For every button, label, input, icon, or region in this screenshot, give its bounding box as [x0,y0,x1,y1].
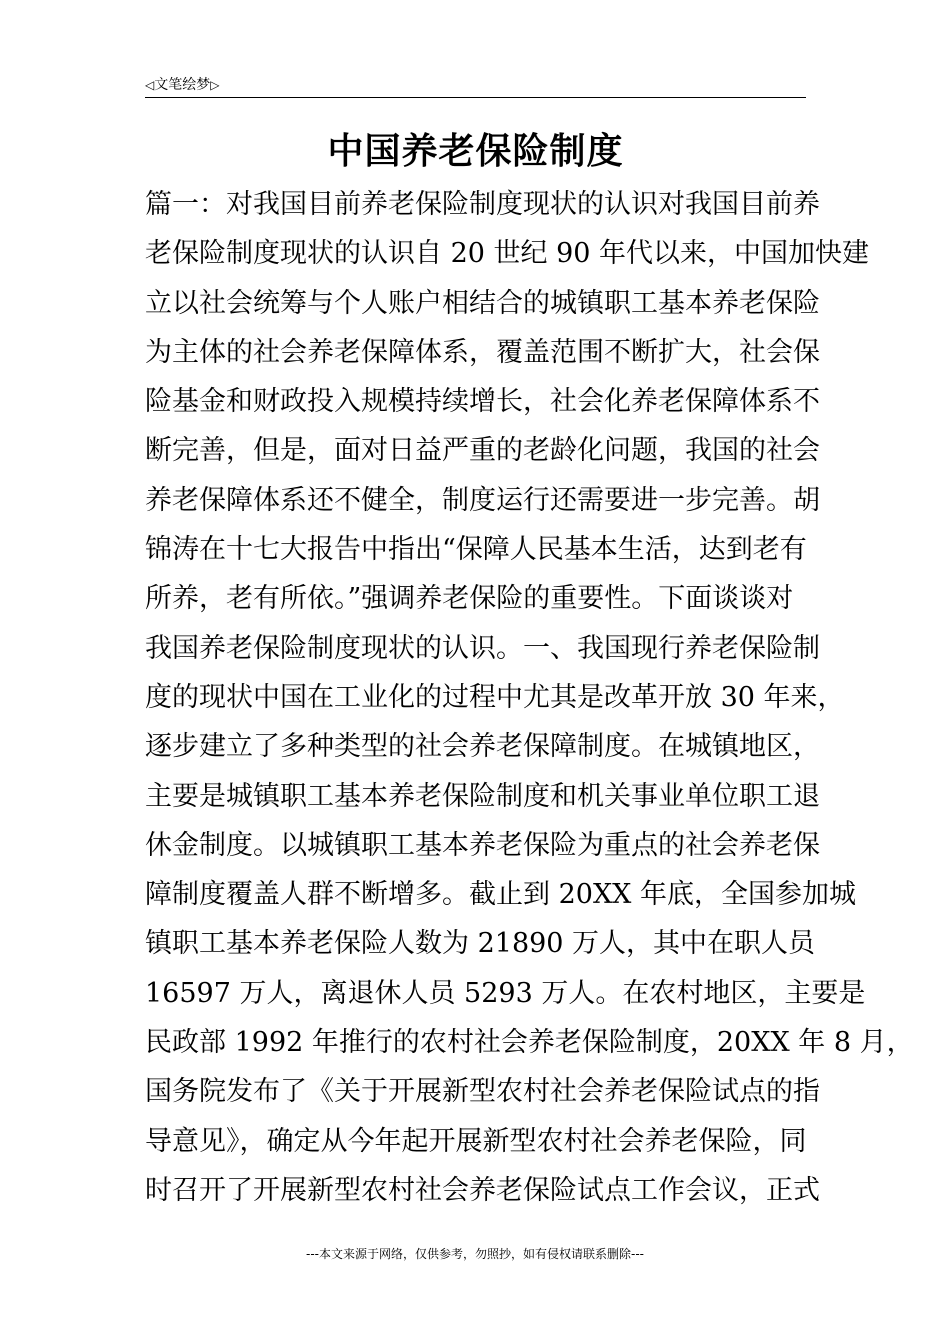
header-divider [145,97,806,98]
body-line: 障制度覆盖人群不断增多。截止到 20XX 年底，全国参加城 [145,879,856,911]
body-line: 断完善，但是，面对日益严重的老龄化问题，我国的社会 [145,435,820,467]
document-title: 中国养老保险制度 [327,131,624,172]
body-line: 篇一：对我国目前养老保险制度现状的认识对我国目前养 [145,189,820,220]
body-line: 休金制度。以城镇职工基本养老保险为重点的社会养老保 [145,829,820,861]
body-line: 民政部 1992 年推行的农村社会养老保险制度，20XX 年 8 月， [145,1027,914,1059]
body-line: 险基金和财政投入规模持续增长，社会化养老保障体系不 [145,386,820,418]
body-line: 所养，老有所依。”强调养老保险的重要性。下面谈谈对 [145,583,794,615]
body-line: 16597 万人，离退休人员 5293 万人。在农村地区，主要是 [145,977,866,1009]
body-line: 为主体的社会养老保障体系，覆盖范围不断扩大，社会保 [145,336,820,368]
document-body [145,180,914,1215]
page-header [145,76,219,94]
body-line: 养老保障体系还不健全，制度运行还需要进一步完善。胡 [145,484,820,516]
body-line: 时召开了开展新型农村社会养老保险试点工作会议，正式 [145,1174,820,1206]
body-line: 主要是城镇职工基本养老保险制度和机关事业单位职工退 [145,780,820,812]
body-line: 我国养老保险制度现状的认识。一、我国现行养老保险制 [145,632,820,664]
right-triangle-icon: ▷ [210,78,220,92]
body-line: 老保险制度现状的认识自 20 世纪 90 年代以来，中国加快建 [145,238,870,270]
body-line: 度的现状中国在工业化的过程中尤其是改革开放 30 年来， [145,681,845,713]
body-line: 导意见》，确定从今年起开展新型农村社会养老保险，同 [145,1125,807,1157]
header-text: 文笔绘梦 [154,77,211,93]
body-line: 逐步建立了多种类型的社会养老保障制度。在城镇地区， [145,731,820,763]
left-triangle-icon: ◁ [145,78,155,92]
body-line: 镇职工基本养老保险人数为 21890 万人，其中在职人员 [145,928,816,960]
page-footer: ---本文来源于网络，仅供参考，勿照抄，如有侵权请联系删除--- [306,1247,644,1261]
body-line: 锦涛在十七大报告中指出“保障人民基本生活，达到老有 [145,534,807,566]
body-line: 立以社会统筹与个人账户相结合的城镇职工基本养老保险 [145,287,820,319]
body-line: 国务院发布了《关于开展新型农村社会养老保险试点的指 [145,1076,820,1108]
